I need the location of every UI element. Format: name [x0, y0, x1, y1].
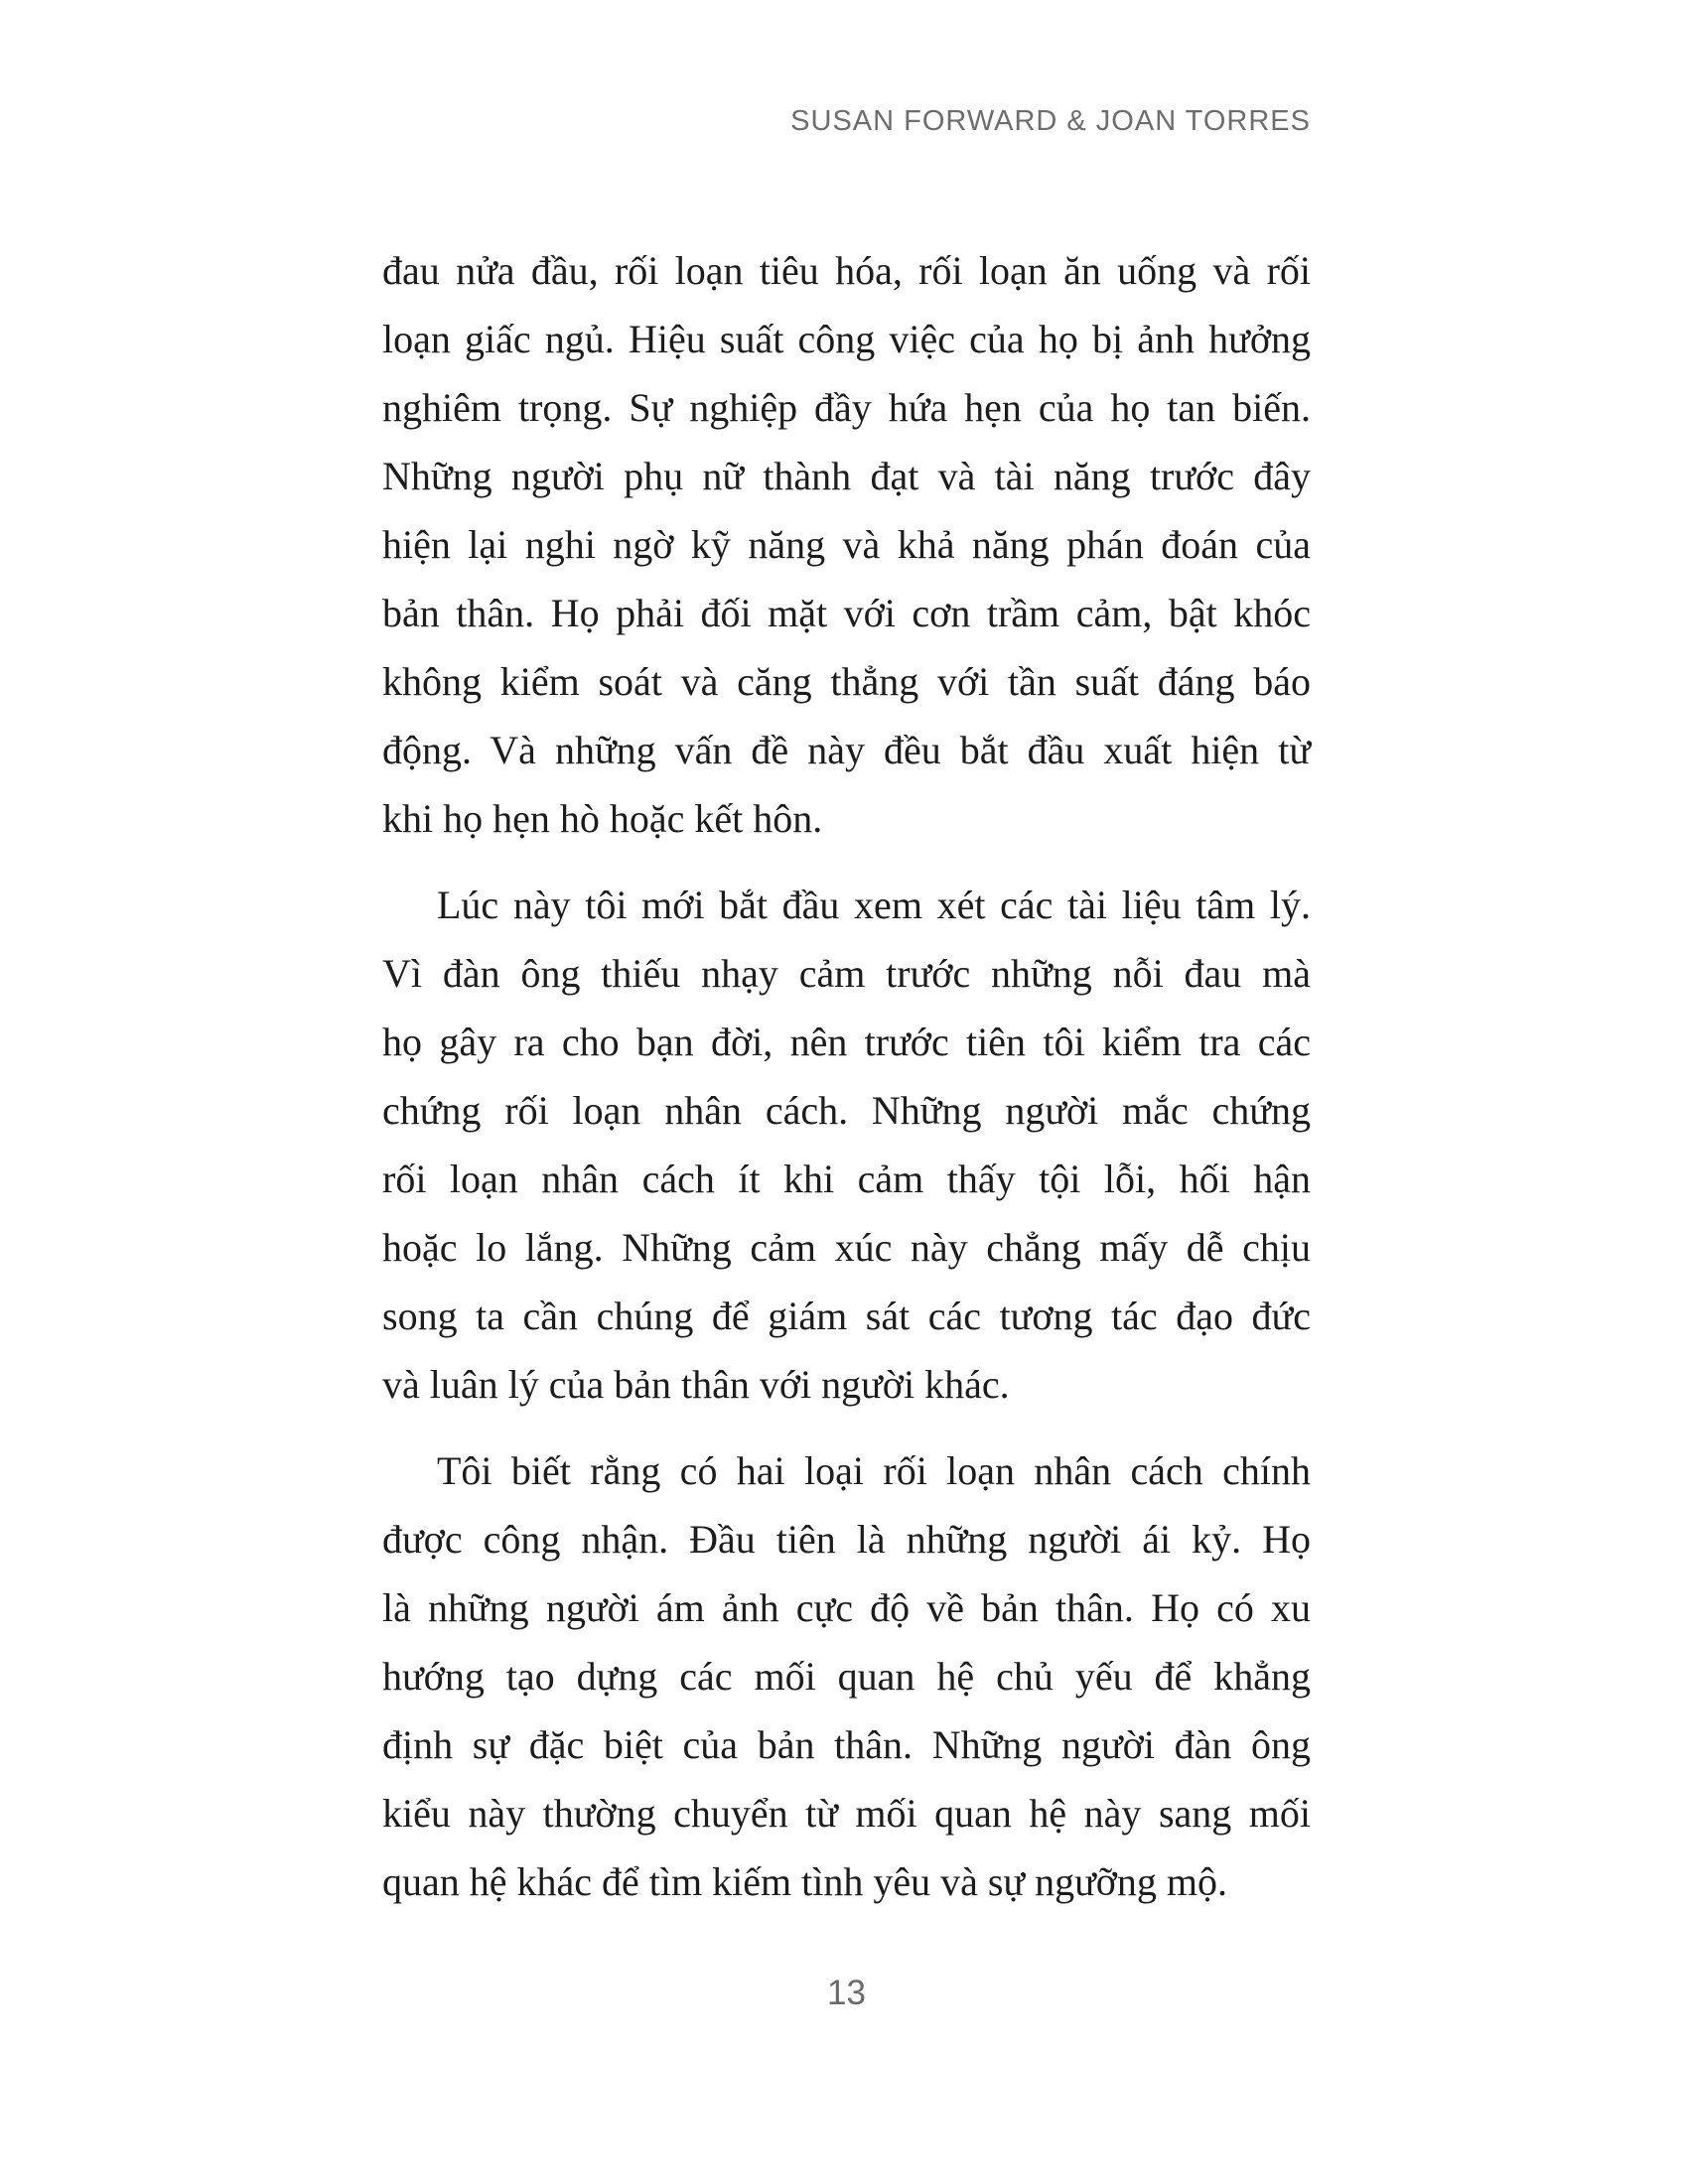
- body-line: chứng rối loạn nhân cách. Những người mắc chứng: [382, 1088, 1311, 1133]
- body-line: Vì đàn ông thiếu nhạy cảm trước những nỗi đau mà: [382, 951, 1311, 996]
- body-line: hiện lại nghi ngờ kỹ năng và khả năng phán đoán của: [382, 522, 1311, 567]
- body-line: hoặc lo lắng. Những cảm xúc này chẳng mấy dễ chịu: [382, 1225, 1311, 1270]
- body-line: và luân lý của bản thân với người khác.: [382, 1362, 1010, 1407]
- body-line: Tôi biết rằng có hai loại rối loạn nhân cách chính: [437, 1448, 1311, 1493]
- body-line: nghiêm trọng. Sự nghiệp đầy hứa hẹn của họ tan biến.: [382, 385, 1311, 430]
- body-line: động. Và những vấn đề này đều bắt đầu xuất hiện từ: [382, 728, 1311, 772]
- body-line: khi họ hẹn hò hoặc kết hôn.: [382, 796, 823, 841]
- body-line: Những người phụ nữ thành đạt và tài năng trước đây: [382, 454, 1311, 498]
- body-line: họ gây ra cho bạn đời, nên trước tiên tôi kiểm tra các: [382, 1020, 1311, 1064]
- body-line: không kiểm soát và căng thẳng với tần suất đáng báo: [382, 659, 1311, 704]
- running-header: SUSAN FORWARD & JOAN TORRES: [790, 105, 1311, 137]
- body-line: hướng tạo dựng các mối quan hệ chủ yếu để khẳng: [382, 1654, 1311, 1699]
- body-line: định sự đặc biệt của bản thân. Những người đàn ông: [382, 1722, 1311, 1767]
- body-line: được công nhận. Đầu tiên là những người ái kỷ. Họ: [382, 1517, 1311, 1562]
- body-line: quan hệ khác để tìm kiếm tình yêu và sự ngưỡng mộ.: [382, 1859, 1228, 1904]
- body-line: là những người ám ảnh cực độ về bản thân. Họ có xu: [382, 1585, 1311, 1630]
- body-line: kiểu này thường chuyển từ mối quan hệ này sang mối: [382, 1791, 1311, 1836]
- body-line: bản thân. Họ phải đối mặt với cơn trầm cảm, bật khóc: [382, 591, 1311, 635]
- body-line: rối loạn nhân cách ít khi cảm thấy tội lỗi, hối hận: [382, 1157, 1311, 1201]
- body-line: song ta cần chúng để giám sát các tương tác đạo đức: [382, 1294, 1311, 1338]
- body-line: đau nửa đầu, rối loạn tiêu hóa, rối loạn ăn uống và rối: [382, 248, 1311, 293]
- paragraph: [382, 871, 1311, 1419]
- body-text: [382, 236, 1311, 1916]
- paragraph: [382, 1436, 1311, 1916]
- page-number: 13: [827, 1974, 866, 2012]
- body-line: Lúc này tôi mới bắt đầu xem xét các tài liệu tâm lý.: [437, 883, 1311, 927]
- body-line: loạn giấc ngủ. Hiệu suất công việc của họ bị ảnh hưởng: [382, 317, 1311, 361]
- paragraph: [382, 236, 1311, 853]
